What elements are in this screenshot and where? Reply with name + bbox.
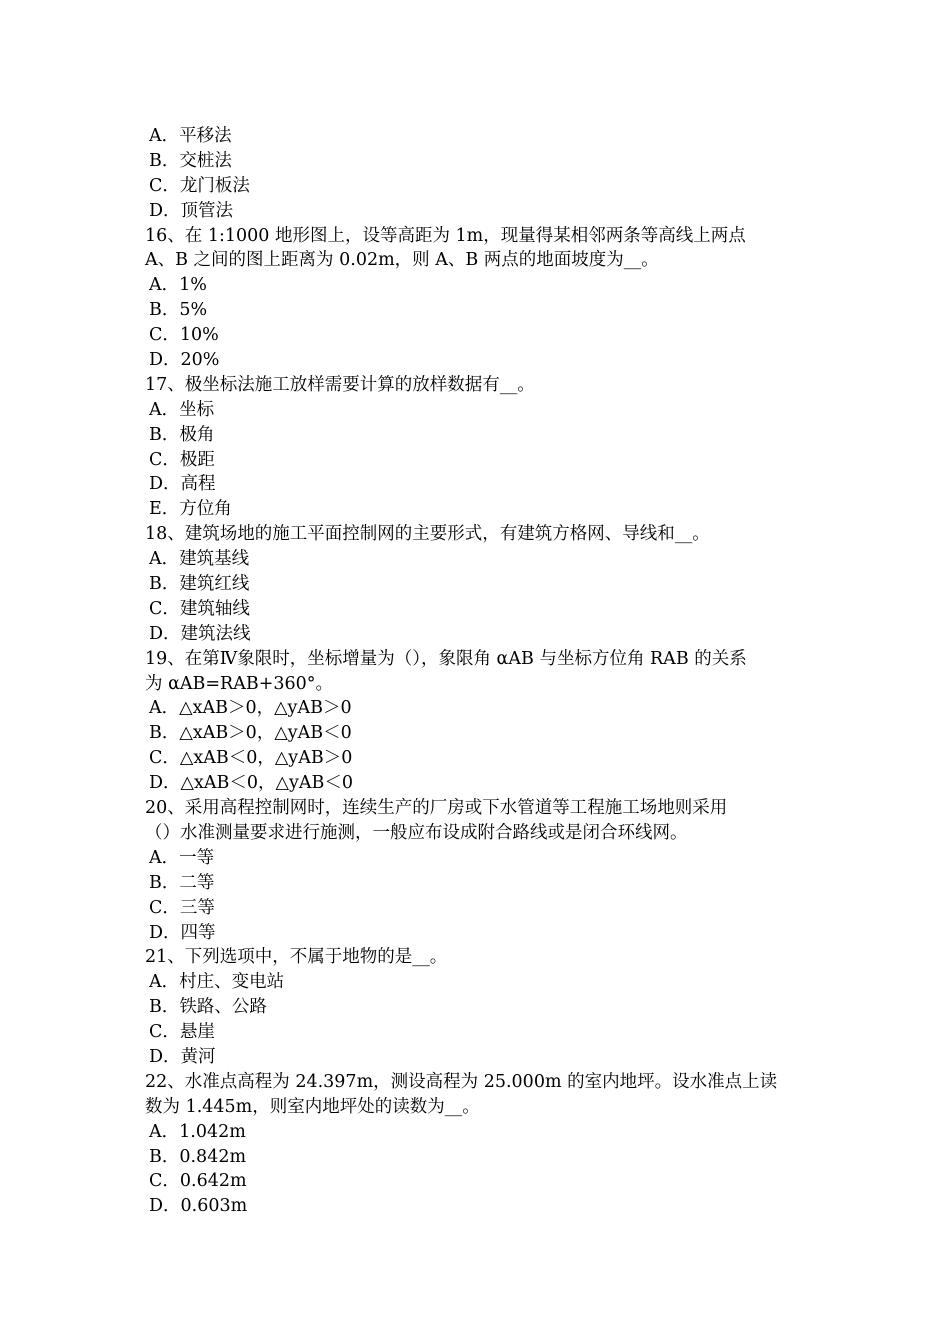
option-line: D．高程 [149, 474, 216, 495]
option-line: C．0.642m [149, 1171, 247, 1192]
option-line: D．四等 [149, 922, 216, 943]
question-16 [145, 224, 815, 373]
question-text: 数为 1.445m，则室内地坪处的读数为__。 [145, 1096, 480, 1117]
option-line: E．方位角 [149, 499, 232, 520]
option-line: B．铁路、公路 [149, 997, 267, 1018]
question-text: 20、采用高程控制网时，连续生产的厂房或下水管道等工程施工场地则采用 [145, 798, 728, 819]
question-text: 21、下列选项中，不属于地物的是__。 [145, 947, 448, 968]
option-line: B．0.842m [149, 1146, 247, 1167]
question-text: （）水准测量要求进行施测，一般应布设成附合路线或是闭合环线网。 [145, 822, 688, 843]
option-line: A．1% [149, 275, 207, 296]
option-line: D．20% [149, 350, 220, 371]
question-text: 18、建筑场地的施工平面控制网的主要形式，有建筑方格网、导线和__。 [145, 524, 710, 545]
option-line: B．交桩法 [149, 150, 232, 171]
option-line: A．1.042m [149, 1121, 246, 1142]
option-line: D．黄河 [149, 1046, 216, 1067]
question-text: 为 αAB=RAB+360°。 [145, 673, 334, 694]
document-page [145, 124, 815, 1219]
option-line: B．极角 [149, 424, 215, 445]
question-19 [145, 647, 815, 796]
option-line: C．龙门板法 [149, 175, 250, 196]
option-line: C．10% [149, 325, 219, 346]
option-line: D．△xAB＜0，△yAB＜0 [149, 773, 353, 794]
question-text: A、B 之间的图上距离为 0.02m，则 A、B 两点的地面坡度为__。 [145, 250, 659, 271]
option-line: B．建筑红线 [149, 574, 250, 595]
question-21 [145, 945, 815, 1069]
option-line: D．0.603m [149, 1196, 248, 1217]
option-line: C．三等 [149, 897, 215, 918]
question-text: 19、在第Ⅳ象限时，坐标增量为（），象限角 αAB 与坐标方位角 RAB 的关系 [145, 648, 747, 669]
option-line: C．建筑轴线 [149, 598, 250, 619]
continuation-options [145, 124, 815, 224]
option-line: C．极距 [149, 449, 215, 470]
option-line: A．△xAB＞0，△yAB＞0 [149, 698, 352, 719]
question-18 [145, 522, 815, 646]
option-line: B．△xAB＞0，△yAB＜0 [149, 723, 352, 744]
question-20 [145, 796, 815, 945]
option-line: A．建筑基线 [149, 549, 250, 570]
question-17 [145, 373, 815, 522]
question-text: 22、水准点高程为 24.397m，测设高程为 25.000m 的室内地坪。设水准点上读 [145, 1071, 778, 1092]
option-line: A．平移法 [149, 126, 232, 146]
question-text: 17、极坐标法施工放样需要计算的放样数据有__。 [145, 374, 535, 395]
option-line: C．悬崖 [149, 1022, 215, 1043]
option-line: C．△xAB＜0，△yAB＞0 [149, 748, 353, 769]
option-line: A．一等 [149, 847, 215, 868]
option-line: A．坐标 [149, 399, 215, 420]
question-text: 16、在 1:1000 地形图上，设等高距为 1m，现量得某相邻两条等高线上两点 [145, 225, 746, 246]
question-22 [145, 1070, 815, 1219]
option-line: A．村庄、变电站 [149, 972, 285, 993]
option-line: D．建筑法线 [149, 623, 251, 644]
option-line: D．顶管法 [149, 200, 234, 221]
option-line: B．二等 [149, 872, 215, 893]
option-line: B．5% [149, 300, 208, 321]
